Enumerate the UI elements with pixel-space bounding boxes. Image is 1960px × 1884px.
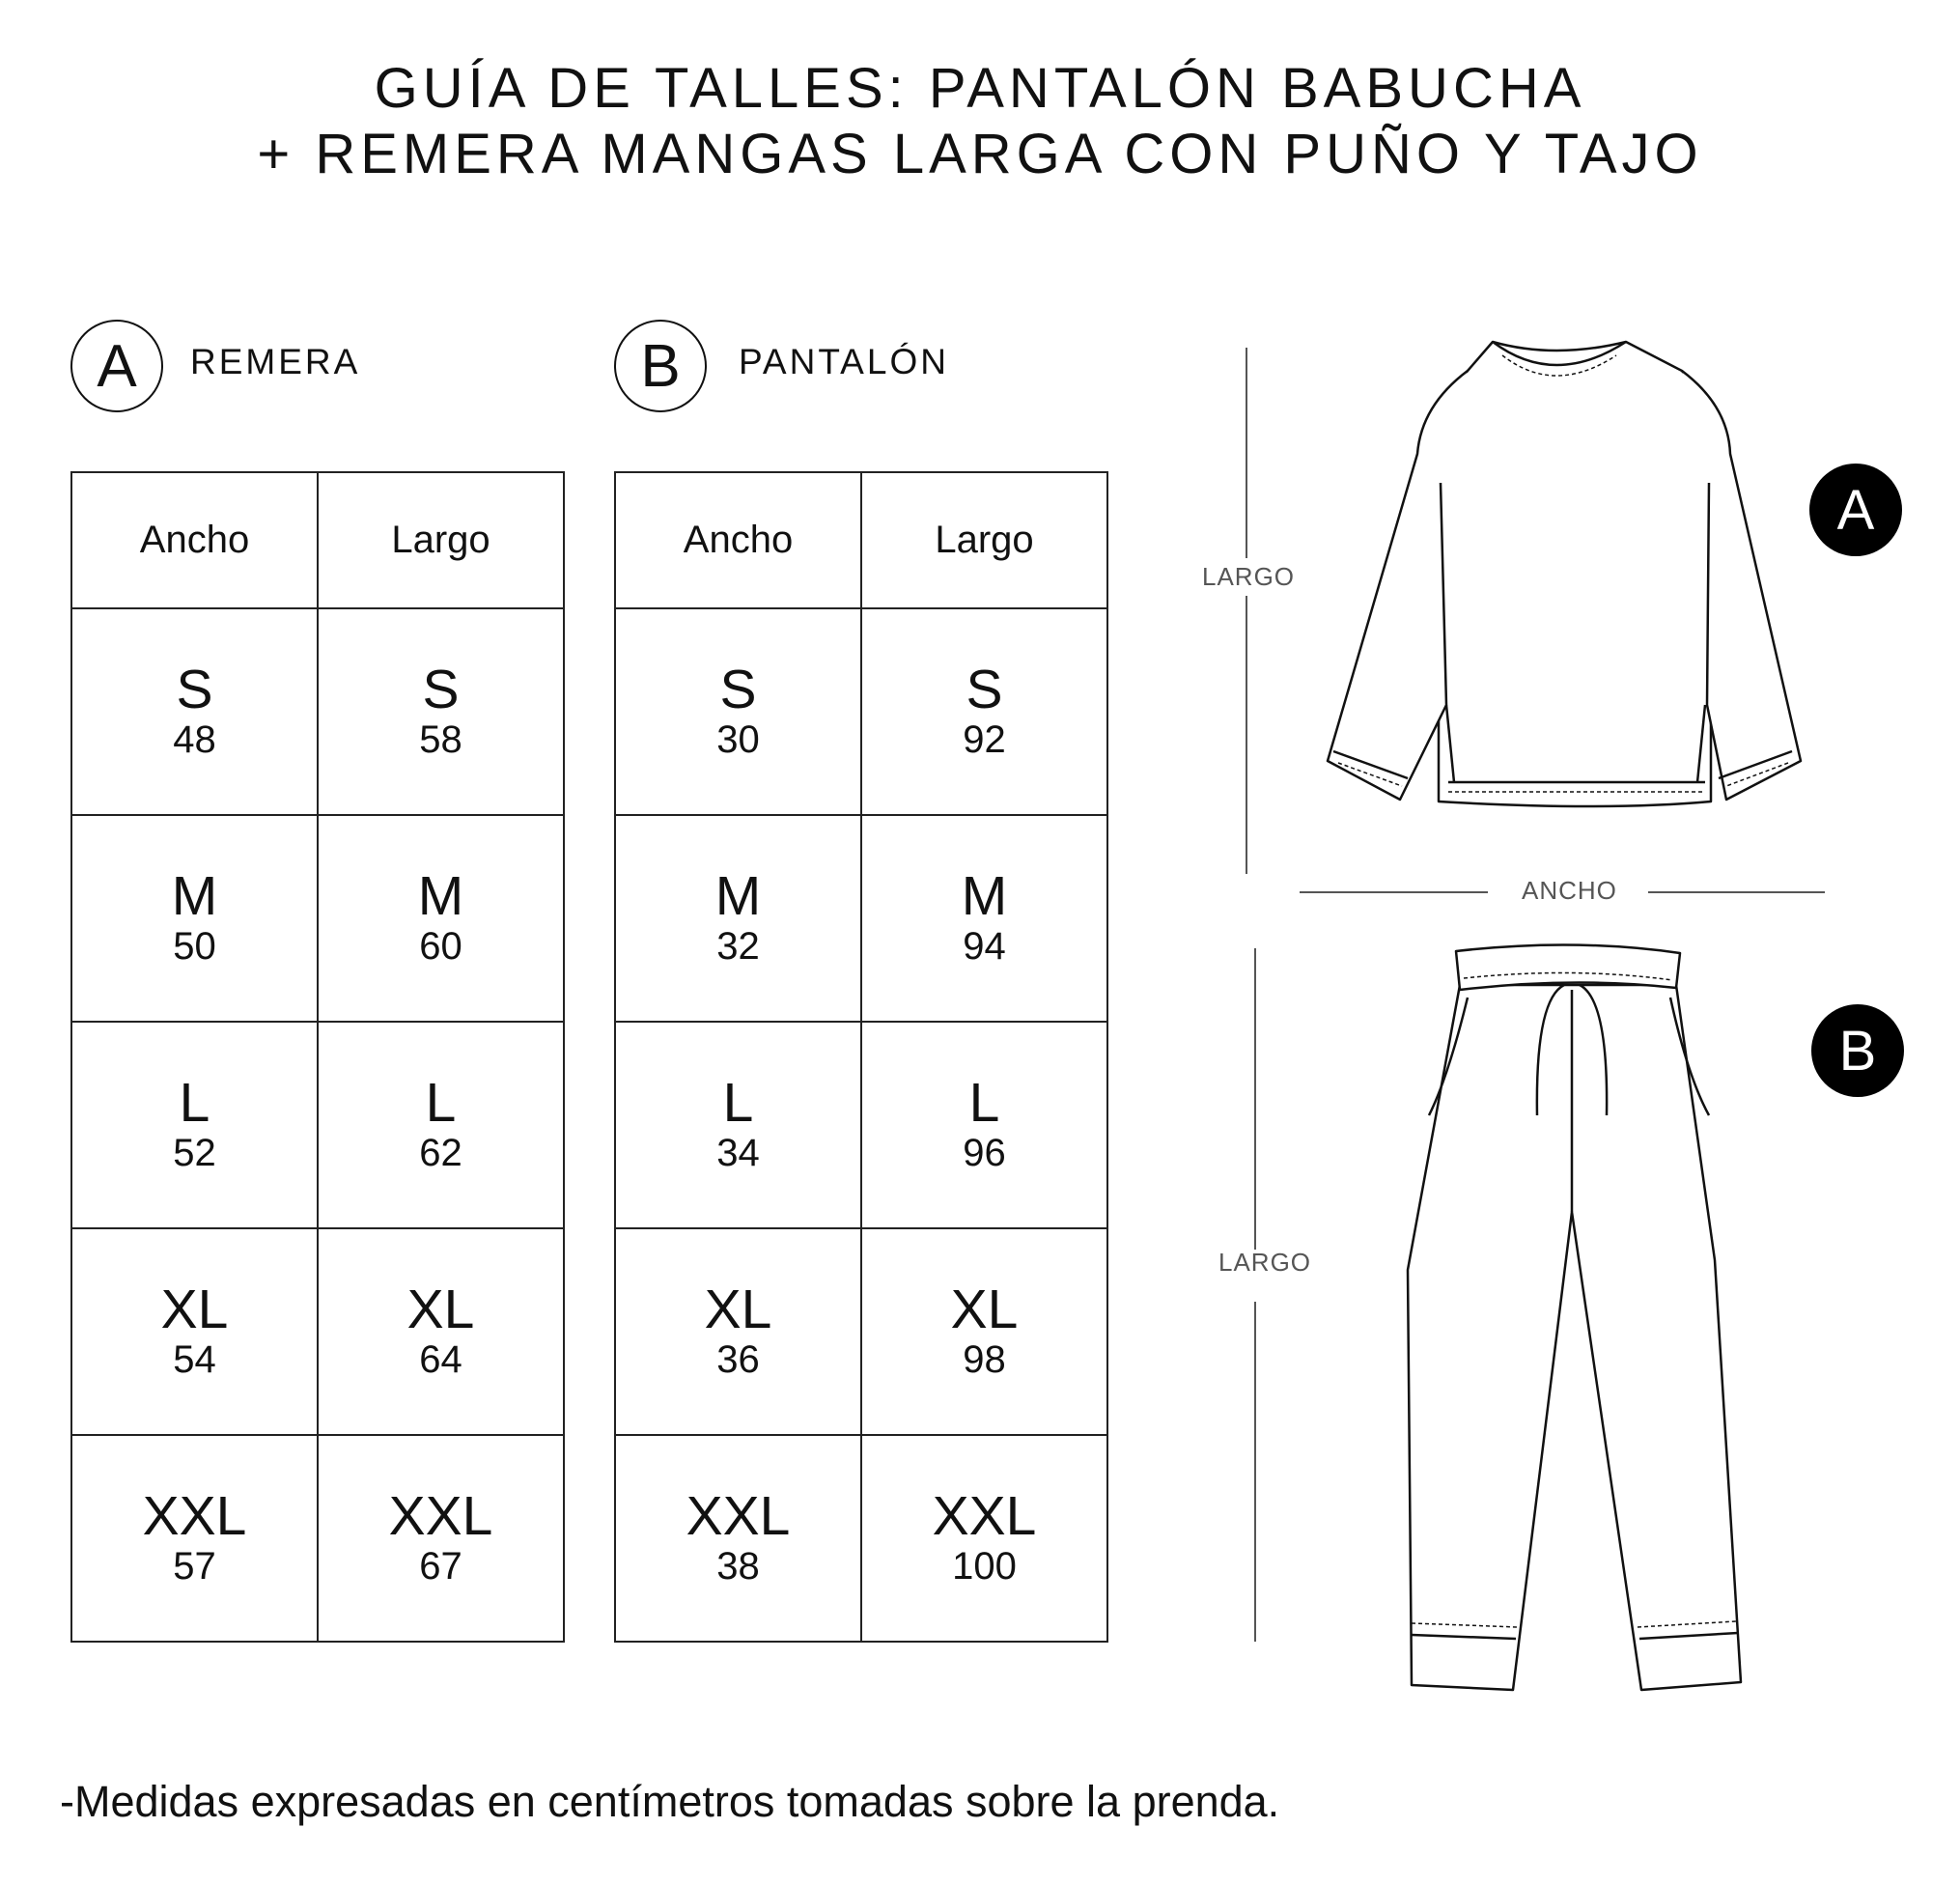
cell-largo [861, 815, 1107, 1022]
cell-ancho [71, 815, 318, 1022]
largo-bottom-line-upper [1254, 948, 1256, 1250]
largo-top-line [1246, 348, 1247, 874]
size-label: M [714, 865, 762, 927]
ancho-label: ANCHO [1522, 876, 1617, 905]
measure-value: 30 [716, 718, 760, 761]
measure-value: 34 [716, 1132, 760, 1174]
page-title-line1: GUÍA DE TALLES: PANTALÓN BABUCHA [374, 57, 1586, 120]
cell-largo [861, 1435, 1107, 1642]
cell-ancho [71, 608, 318, 815]
table-row [71, 1228, 564, 1435]
ancho-line-left [1300, 891, 1488, 893]
long-sleeve-shirt-icon [1313, 328, 1815, 811]
measure-value: 57 [173, 1545, 216, 1588]
largo-bottom-label: LARGO [1218, 1248, 1312, 1277]
measure-value: 60 [419, 925, 462, 968]
measure-value: 94 [963, 925, 1006, 968]
size-label: S [719, 659, 757, 720]
cell-ancho [615, 608, 861, 815]
header-largo: Largo [318, 472, 564, 608]
cell-largo [318, 608, 564, 815]
size-label: XL [704, 1279, 772, 1340]
measure-value: 64 [419, 1338, 462, 1381]
largo-top-label: LARGO [1202, 558, 1295, 596]
table-header-row [615, 472, 1107, 608]
measure-value: 67 [419, 1545, 462, 1588]
measure-value: 100 [952, 1545, 1017, 1588]
size-label: S [422, 659, 460, 720]
ancho-line-right [1648, 891, 1825, 893]
size-label: XL [950, 1279, 1019, 1340]
table-row [615, 608, 1107, 815]
table-header-row [71, 472, 564, 608]
pantalon-size-table [614, 471, 1108, 1643]
table-row [71, 815, 564, 1022]
footnote: -Medidas expresadas en centímetros tomadas sobre la prenda. [60, 1777, 1280, 1826]
size-label: L [425, 1072, 457, 1134]
cell-largo [318, 1435, 564, 1642]
measure-value: 96 [963, 1132, 1006, 1174]
table-row [615, 1228, 1107, 1435]
size-label: XXL [142, 1485, 247, 1547]
header-largo: Largo [861, 472, 1107, 608]
size-label: S [176, 659, 213, 720]
table-row [71, 1435, 564, 1642]
pantalon-badge: B [614, 320, 707, 412]
measure-value: 92 [963, 718, 1006, 761]
remera-label: REMERA [190, 342, 361, 381]
cell-largo [861, 1022, 1107, 1228]
measure-value: 36 [716, 1338, 760, 1381]
size-label: XXL [388, 1485, 493, 1547]
size-label: S [966, 659, 1003, 720]
page-title-line2: + REMERA MANGAS LARGA CON PUÑO Y TAJO [257, 123, 1703, 185]
table-row [615, 1435, 1107, 1642]
remera-badge: A [70, 320, 163, 412]
size-label: XXL [686, 1485, 791, 1547]
cell-largo [318, 1022, 564, 1228]
cell-largo [861, 1228, 1107, 1435]
table-row [615, 1022, 1107, 1228]
cell-ancho [71, 1228, 318, 1435]
header-ancho: Ancho [71, 472, 318, 608]
cell-ancho [615, 1228, 861, 1435]
cell-largo [318, 1228, 564, 1435]
pantalon-label: PANTALÓN [739, 342, 949, 381]
size-label: L [179, 1072, 210, 1134]
cell-largo [861, 608, 1107, 815]
size-label: M [961, 865, 1008, 927]
size-label: L [722, 1072, 754, 1134]
measure-value: 38 [716, 1545, 760, 1588]
cell-ancho [71, 1022, 318, 1228]
measure-value: 58 [419, 718, 462, 761]
measure-value: 52 [173, 1132, 216, 1174]
size-label: L [968, 1072, 1000, 1134]
header-ancho: Ancho [615, 472, 861, 608]
remera-size-table [70, 471, 565, 1643]
table-row [71, 1022, 564, 1228]
jogger-pants-icon [1390, 942, 1757, 1695]
measure-value: 50 [173, 925, 216, 968]
table-row [71, 608, 564, 815]
largo-bottom-line-lower [1254, 1302, 1256, 1642]
size-label: XL [160, 1279, 229, 1340]
measure-value: 98 [963, 1338, 1006, 1381]
measure-value: 62 [419, 1132, 462, 1174]
measure-value: 48 [173, 718, 216, 761]
measure-value: 54 [173, 1338, 216, 1381]
cell-largo [318, 815, 564, 1022]
size-label: M [417, 865, 464, 927]
cell-ancho [615, 1022, 861, 1228]
size-label: M [171, 865, 218, 927]
size-label: XL [406, 1279, 475, 1340]
cell-ancho [615, 815, 861, 1022]
diagram-badge-a: A [1809, 464, 1902, 556]
table-row [615, 815, 1107, 1022]
cell-ancho [71, 1435, 318, 1642]
diagram-badge-b: B [1811, 1004, 1904, 1097]
cell-ancho [615, 1435, 861, 1642]
size-label: XXL [932, 1485, 1037, 1547]
measure-value: 32 [716, 925, 760, 968]
